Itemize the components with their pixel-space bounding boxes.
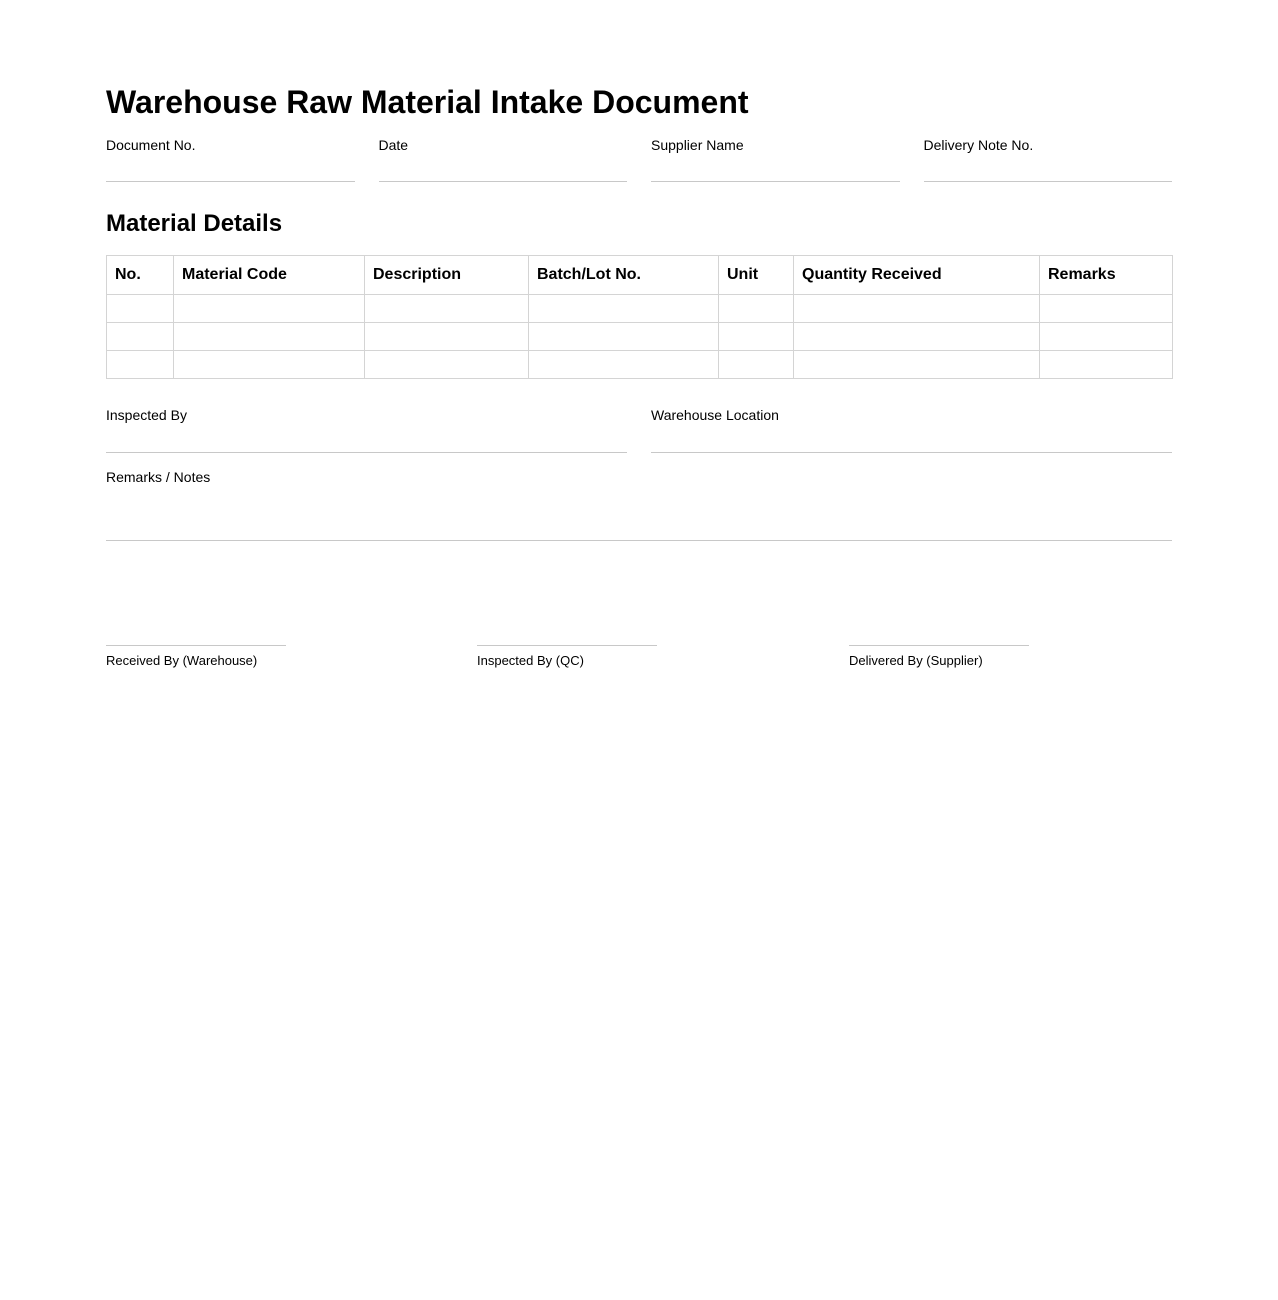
date-label: Date (378, 137, 409, 153)
table-cell-no[interactable] (107, 351, 174, 379)
column-header-remarks: Remarks (1040, 256, 1173, 295)
table-cell-material-code[interactable] (174, 295, 365, 323)
table-cell-description[interactable] (365, 323, 529, 351)
table-cell-batch-lot-no[interactable] (529, 323, 719, 351)
remarks-notes-label: Remarks / Notes (106, 469, 211, 485)
received-by-signature (106, 645, 286, 669)
signature-line[interactable] (849, 645, 1029, 646)
signature-line[interactable] (106, 645, 286, 646)
inspected-by-qc-label: Inspected By (QC) (477, 653, 584, 668)
table-cell-no[interactable] (107, 295, 174, 323)
column-header-batch-lot-no: Batch/Lot No. (529, 256, 719, 295)
received-by-label: Received By (Warehouse) (106, 653, 258, 668)
warehouse-location-input[interactable] (651, 424, 1172, 453)
table-cell-unit[interactable] (719, 351, 794, 379)
warehouse-location-field (651, 406, 1172, 453)
column-header-no: No. (107, 256, 174, 295)
delivery-note-no-field (924, 136, 1173, 182)
table-header-row (107, 256, 1173, 295)
table-cell-unit[interactable] (719, 295, 794, 323)
date-field (379, 136, 628, 182)
table-row (107, 323, 1173, 351)
table-cell-remarks[interactable] (1040, 295, 1173, 323)
document-no-input[interactable] (106, 154, 355, 182)
column-header-material-code: Material Code (174, 256, 365, 295)
remarks-notes-field (106, 468, 1172, 541)
inspected-by-qc-signature (477, 645, 657, 669)
material-details-title: Material Details (106, 210, 283, 237)
table-cell-batch-lot-no[interactable] (529, 295, 719, 323)
material-details-table (106, 255, 1173, 379)
document-no-label: Document No. (106, 137, 196, 153)
table-cell-no[interactable] (107, 323, 174, 351)
delivery-note-no-input[interactable] (924, 154, 1173, 182)
table-cell-description[interactable] (365, 295, 529, 323)
delivered-by-label: Delivered By (Supplier) (849, 653, 983, 668)
table-cell-material-code[interactable] (174, 351, 365, 379)
warehouse-location-label: Warehouse Location (651, 407, 779, 423)
header-fields (106, 136, 1172, 182)
table-row (107, 295, 1173, 323)
table-cell-quantity-received[interactable] (794, 351, 1040, 379)
table-cell-quantity-received[interactable] (794, 323, 1040, 351)
delivered-by-signature (849, 645, 1029, 669)
signature-line[interactable] (477, 645, 657, 646)
supplier-name-field (651, 136, 900, 182)
page-title: Warehouse Raw Material Intake Document (106, 84, 749, 120)
table-cell-material-code[interactable] (174, 323, 365, 351)
supplier-name-input[interactable] (651, 154, 900, 182)
column-header-description: Description (365, 256, 529, 295)
remarks-notes-textarea[interactable] (106, 486, 1172, 541)
column-header-quantity-received: Quantity Received (794, 256, 1040, 295)
supplier-name-label: Supplier Name (651, 137, 744, 153)
inspected-by-label: Inspected By (106, 407, 187, 423)
table-row (107, 351, 1173, 379)
document-no-field (106, 136, 355, 182)
delivery-note-no-label: Delivery Note No. (923, 137, 1034, 153)
inspection-fields (106, 406, 1172, 453)
column-header-unit: Unit (719, 256, 794, 295)
inspected-by-input[interactable] (106, 424, 627, 453)
table-cell-remarks[interactable] (1040, 351, 1173, 379)
table-cell-remarks[interactable] (1040, 323, 1173, 351)
table-cell-unit[interactable] (719, 323, 794, 351)
table-cell-quantity-received[interactable] (794, 295, 1040, 323)
table-cell-description[interactable] (365, 351, 529, 379)
table-cell-batch-lot-no[interactable] (529, 351, 719, 379)
date-input[interactable] (379, 154, 628, 182)
inspected-by-field (106, 406, 627, 453)
